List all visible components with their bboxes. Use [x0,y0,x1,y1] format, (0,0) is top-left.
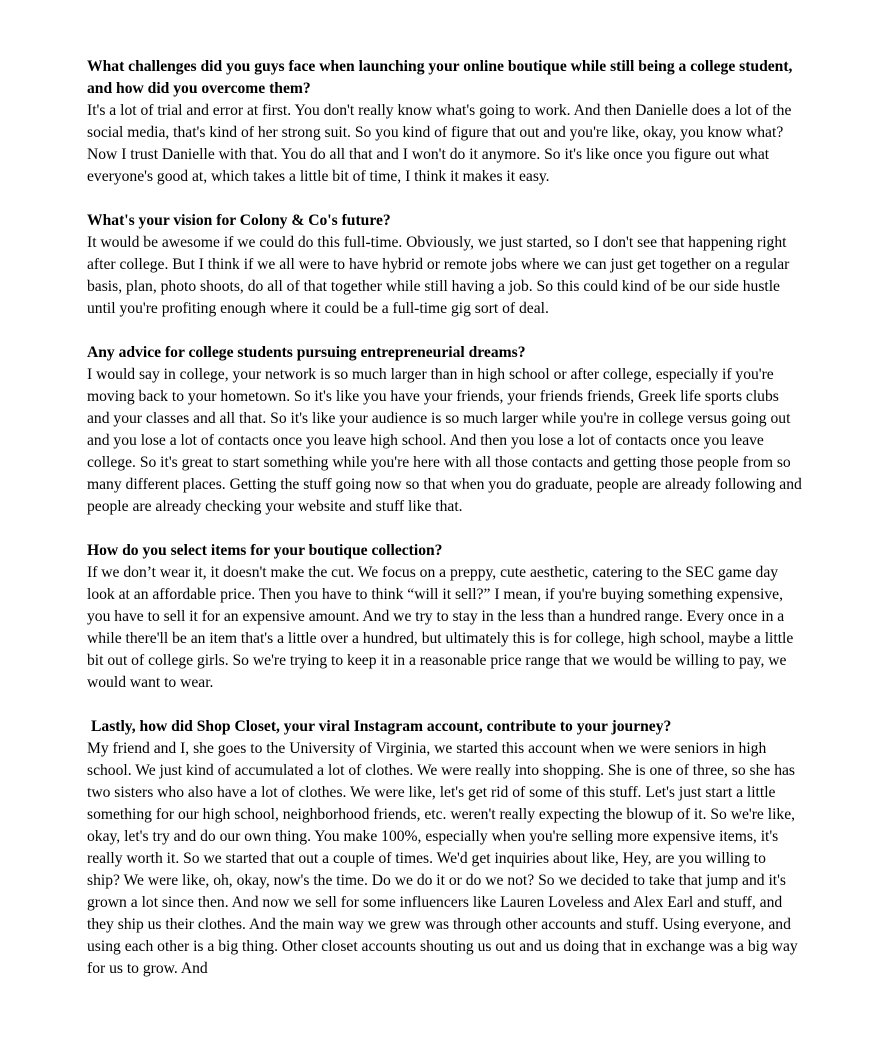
answer-paragraph: It's a lot of trial and error at first. You don't really know what's going to work. And then Danielle does a lot of the social media, that's kind of her strong suit. So you kind of figure that out and you're like, okay, you know what? Now I trust Danielle with that. You do all that and I won't do it anymore. So it's like once you figure out what everyone's good at, which takes a little bit of time, I think it makes it easy. [87,102,792,185]
answer-paragraph: It would be awesome if we could do this full-time. Obviously, we just started, so I don't see that happening right after college. But I think if we all were to have hybrid or remote jobs where we can just get together on a regular basis, plan, photo shoots, do all of that together while still having a job. So this could kind of be our side hustle until you're profiting enough where it could be a full-time gig sort of deal. [87,234,790,317]
qa-block-shop-closet [87,716,802,980]
answer-paragraph: I would say in college, your network is so much larger than in high school or after college, especially if you're moving back to your hometown. So it's like you have your friends, your friends friends, Greek life sports clubs and your classes and all that. So it's like your audience is so much larger while you're in college versus going out and you lose a lot of contacts once you leave high school. And then you lose a lot of contacts once you leave college. So it's great to start something while you're here with all those contacts and getting those people from so many different places. Getting the stuff going now so that when you do graduate, people are already following and people are already checking your website and stuff like that. [87,366,802,515]
answer-paragraph: If we don’t wear it, it doesn't make the cut. We focus on a preppy, cute aesthetic, catering to the SEC game day look at an affordable price. Then you have to think “will it sell?” I mean, if you're buying something expensive, you have to sell it for an expensive amount. And we try to stay in the less than a hundred range. Every once in a while there'll be an item that's a little over a hundred, but ultimately this is for college, high school, maybe a little bit out of college girls. So we're trying to keep it in a reasonable price range that we would be willing to pay, we would want to wear. [87,564,794,691]
question-heading: How do you select items for your boutique collection? [87,542,443,559]
question-heading: What challenges did you guys face when launching your online boutique while still being a college student, and how did you overcome them? [87,58,793,97]
qa-block-challenges [87,56,802,188]
qa-block-selection [87,540,802,694]
qa-block-vision [87,210,802,320]
answer-paragraph: My friend and I, she goes to the University of Virginia, we started this account when we were seniors in high school. We just kind of accumulated a lot of clothes. We were really into shopping. She is one of three, so she has two sisters who also have a lot of clothes. We were like, let's get rid of some of this stuff. Let's just start a little something for our high school, neighborhood friends, etc. weren't really expecting the blowup of it. So we're like, okay, let's try and do our own thing. You make 100%, especially when you're selling more expensive items, it's really worth it. So we started that out a couple of times. We'd get inquiries about like, Hey, are you willing to ship? We were like, oh, okay, now's the time. Do we do it or do we not? So we decided to take that jump and it's grown a lot since then. And now we sell for some influencers like Lauren Loveless and Alex Earl and stuff, and they ship us their clothes. And the main way we grew was through other accounts and stuff. Using everyone, and using each other is a big thing. Other closet accounts shouting us out and us doing that in exchange was a big way for us to grow. And [87,740,798,977]
question-heading: Any advice for college students pursuing entrepreneurial dreams? [87,344,526,361]
question-heading: What's your vision for Colony & Co's future? [87,212,391,229]
qa-block-advice [87,342,802,518]
question-heading: Lastly, how did Shop Closet, your viral Instagram account, contribute to your journey? [91,718,672,735]
